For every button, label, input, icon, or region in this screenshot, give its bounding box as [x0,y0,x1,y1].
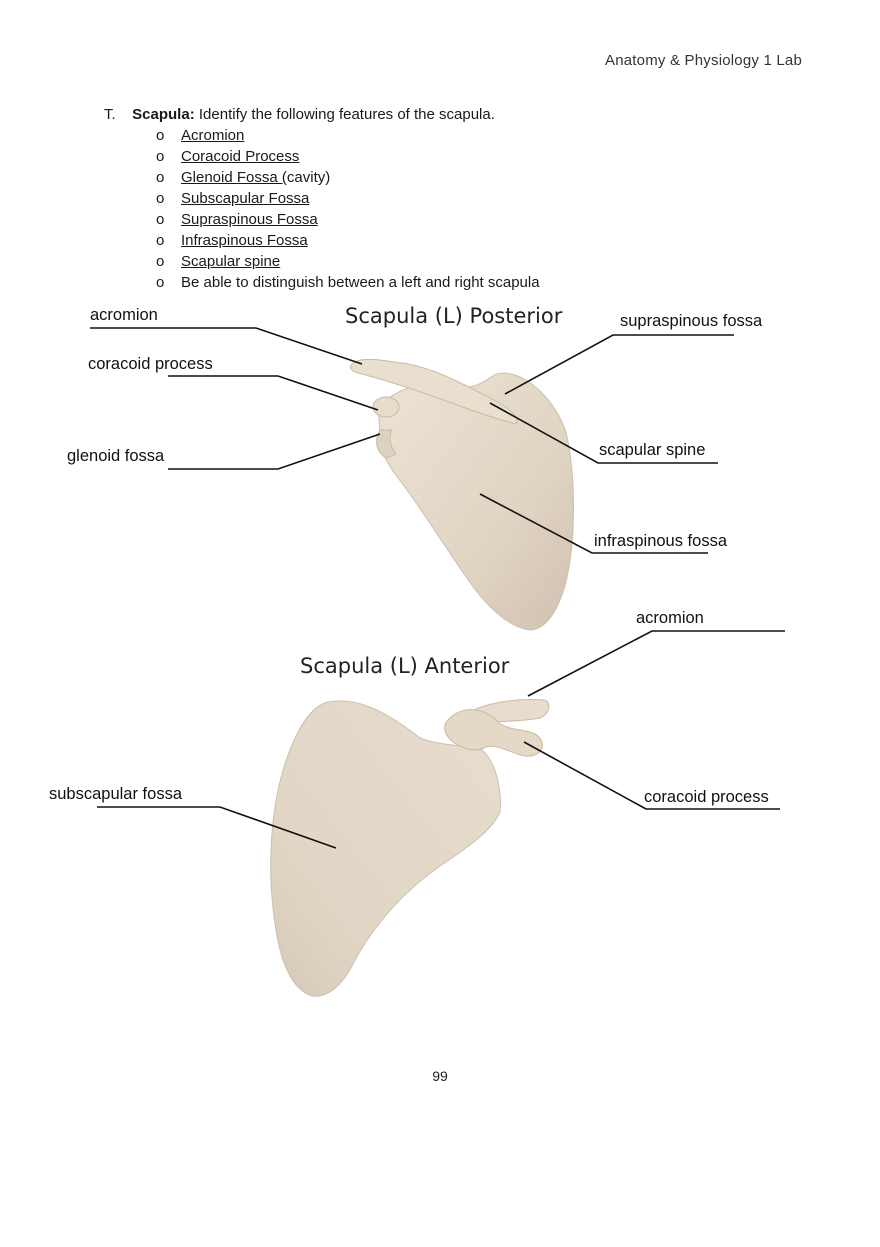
bullet-glyph: o [156,190,165,207]
bullet-glyph: o [156,127,165,144]
feature-rest: Be able to distinguish between a left and right scapula [181,274,540,291]
feature-rest: cavity) [286,169,331,186]
feature-term: Infraspinous Fossa [181,232,308,249]
feature-term: Coracoid Process [181,148,300,165]
anterior-title: Scapula (L) Anterior [300,654,510,678]
leader-line-glenoid [168,434,380,469]
leader-line-anterior-acromion [528,631,785,696]
label-anterior-acromion: acromion [636,609,704,627]
bullet-glyph: o [156,169,165,186]
section-title: Scapula: [132,106,195,123]
page-number: 99 [432,1068,448,1084]
label-anterior-coracoid-process: coracoid process [644,788,769,806]
label-coracoid-process: coracoid process [88,355,213,373]
label-subscapular-fossa: subscapular fossa [49,785,182,803]
posterior-scapula-image [350,359,573,630]
leader-line-supraspinous [505,335,734,394]
label-supraspinous-fossa: supraspinous fossa [620,312,763,330]
label-infraspinous-fossa: infraspinous fossa [594,532,727,550]
feature-term: Glenoid Fossa ( [181,169,287,186]
label-scapular-spine: scapular spine [599,441,706,459]
label-acromion: acromion [90,306,158,324]
section-instruction: Identify the following features of the scapula. [198,106,495,123]
feature-term: Subscapular Fossa [181,190,310,207]
anterior-scapula-image [271,700,549,997]
label-glenoid-fossa: glenoid fossa [67,447,165,465]
bullet-glyph: o [156,232,165,249]
section-letter: T. [104,106,116,123]
bullet-glyph: o [156,274,165,291]
feature-term: Supraspinous Fossa [181,211,318,228]
bullet-glyph: o [156,253,165,270]
feature-term: Scapular spine [181,253,281,270]
bullet-glyph: o [156,211,165,228]
feature-term: Acromion [181,127,245,144]
page-header: Anatomy & Physiology 1 Lab [605,52,802,69]
leader-line-coracoid [168,376,378,410]
posterior-title: Scapula (L) Posterior [345,304,563,328]
bullet-glyph: o [156,148,165,165]
